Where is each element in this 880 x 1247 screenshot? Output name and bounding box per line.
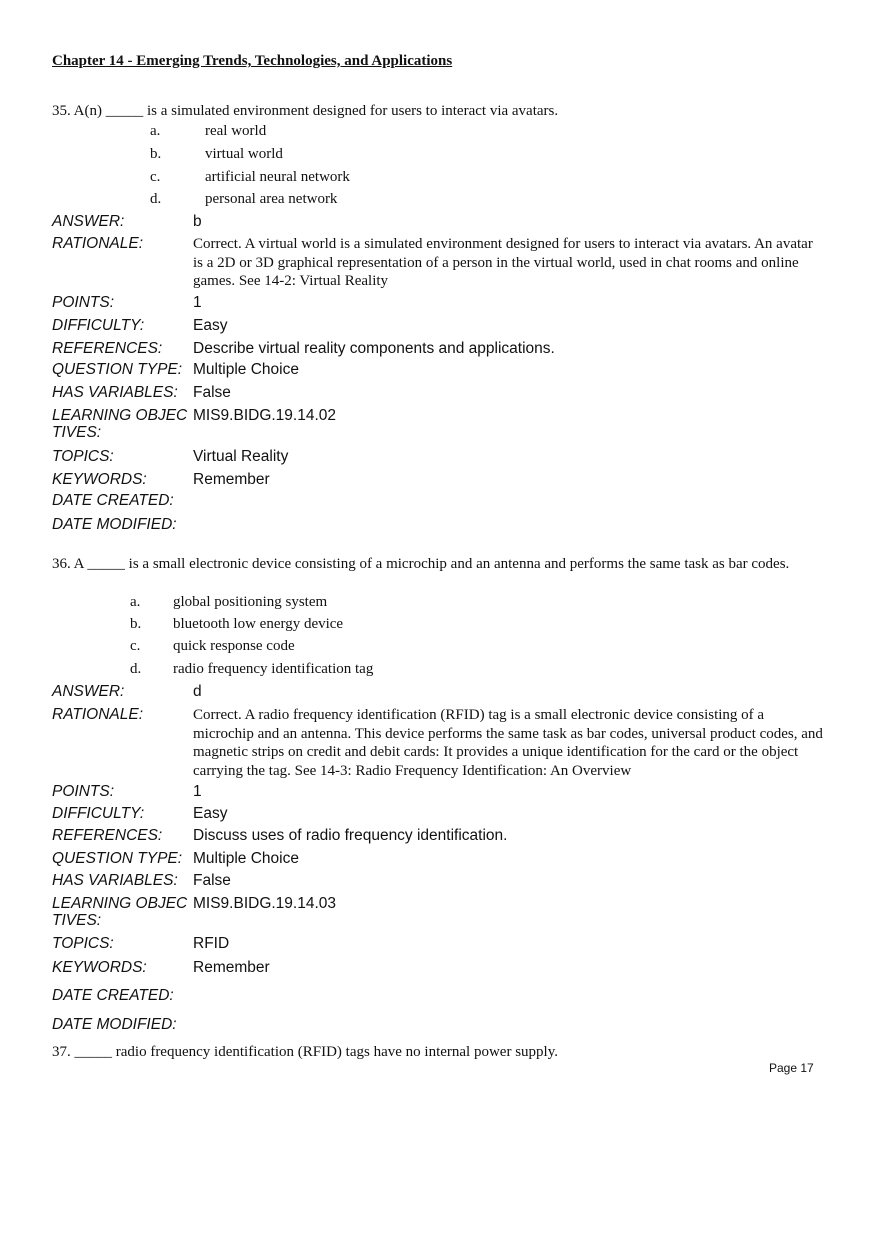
q35-topics-value: Virtual Reality (193, 448, 289, 465)
q36-rationale-label: RATIONALE: (52, 706, 144, 723)
q36-question-type-value: Multiple Choice (193, 850, 299, 867)
page-number: Page 17 (769, 1061, 814, 1075)
q35-keywords-value: Remember (193, 471, 270, 488)
q35-learning-objectives-value: MIS9.BIDG.19.14.02 (193, 407, 337, 424)
q35-question-type-label: QUESTION TYPE: (52, 361, 183, 378)
q36-answer-value: d (193, 683, 202, 700)
q35-option-c-text: artificial neural network (205, 169, 350, 185)
q36-keywords-label: KEYWORDS: (52, 959, 147, 976)
question-36-stem: 36. A _____ is a small electronic device consisting of a microchip and an antenna and performs the same task as bar codes. (52, 556, 790, 572)
q35-keywords-label: KEYWORDS: (52, 471, 147, 488)
q35-rationale-text: Correct. A virtual world is a simulated environment designed for users to interact via avatars. An avatar is a 2D or 3D graphical representation of a person in the virtual world, used in chat rooms and online games. See 14-2: Virtual Reality (193, 236, 813, 289)
q36-topics-label: TOPICS: (52, 935, 114, 952)
q35-option-d-letter: d. (150, 191, 162, 207)
q36-option-b-letter: b. (130, 616, 142, 632)
q35-answer-label: ANSWER: (52, 213, 125, 230)
q36-references-label: REFERENCES: (52, 827, 163, 844)
q35-answer-value: b (193, 213, 202, 230)
q35-topics-label: TOPICS: (52, 448, 114, 465)
q36-answer-label: ANSWER: (52, 683, 125, 700)
q35-option-d-text: personal area network (205, 191, 338, 207)
q35-has-variables-value: False (193, 384, 231, 401)
q36-has-variables-value: False (193, 872, 231, 889)
q36-points-label: POINTS: (52, 783, 115, 800)
q36-keywords-value: Remember (193, 959, 270, 976)
q36-references-value: Discuss uses of radio frequency identification. (193, 827, 508, 844)
q35-option-b-text: virtual world (205, 146, 283, 162)
q35-references-label: REFERENCES: (52, 340, 163, 357)
q35-learning-objectives-label: LEARNING OBJEC TIVES: (52, 407, 188, 441)
q36-date-created-label: DATE CREATED: (52, 987, 174, 1004)
q35-option-b-letter: b. (150, 146, 162, 162)
q36-learning-objectives-value: MIS9.BIDG.19.14.03 (193, 895, 337, 912)
q35-option-c-letter: c. (150, 169, 161, 185)
q36-option-d-text: radio frequency identification tag (173, 661, 374, 677)
question-37-stem: 37. _____ radio frequency identification (RFID) tags have no internal power supply. (52, 1044, 558, 1060)
q35-date-modified-label: DATE MODIFIED: (52, 516, 177, 533)
q35-option-a-letter: a. (150, 123, 161, 139)
q36-option-a-letter: a. (130, 594, 141, 610)
q36-option-b-text: bluetooth low energy device (173, 616, 344, 632)
q35-points-value: 1 (193, 294, 202, 311)
q35-question-type-value: Multiple Choice (193, 361, 299, 378)
question-35-stem: 35. A(n) _____ is a simulated environment designed for users to interact via avatars. (52, 103, 559, 119)
q36-option-d-letter: d. (130, 661, 142, 677)
q35-rationale-label: RATIONALE: (52, 235, 144, 252)
q36-rationale-text: Correct. A radio frequency identification (RFID) tag is a small electronic device consisting of a microchip and an antenna. This device performs the same task as bar codes, universal product codes, and magnetic strips on credit and debit cards: It provides a unique identification for the card or the object carrying the tag. See 14-3: Radio Frequency Identification: An Overview (193, 707, 823, 779)
q36-has-variables-label: HAS VARIABLES: (52, 872, 178, 889)
q36-date-modified-label: DATE MODIFIED: (52, 1016, 177, 1033)
q35-references-value: Describe virtual reality components and applications. (193, 340, 555, 357)
q36-option-c-text: quick response code (173, 638, 295, 654)
q36-topics-value: RFID (193, 935, 230, 952)
q36-points-value: 1 (193, 783, 202, 800)
q36-learning-objectives-label: LEARNING OBJEC TIVES: (52, 895, 188, 929)
q35-date-created-label: DATE CREATED: (52, 492, 174, 509)
q35-difficulty-label: DIFFICULTY: (52, 317, 145, 334)
q36-option-a-text: global positioning system (173, 594, 328, 610)
q36-option-c-letter: c. (130, 638, 141, 654)
chapter-title: Chapter 14 - Emerging Trends, Technologies, and Applications (52, 53, 453, 69)
q35-difficulty-value: Easy (193, 317, 228, 334)
q35-option-a-text: real world (205, 123, 267, 139)
q35-points-label: POINTS: (52, 294, 115, 311)
q36-question-type-label: QUESTION TYPE: (52, 850, 183, 867)
q35-has-variables-label: HAS VARIABLES: (52, 384, 178, 401)
q36-difficulty-label: DIFFICULTY: (52, 805, 145, 822)
q36-difficulty-value: Easy (193, 805, 228, 822)
